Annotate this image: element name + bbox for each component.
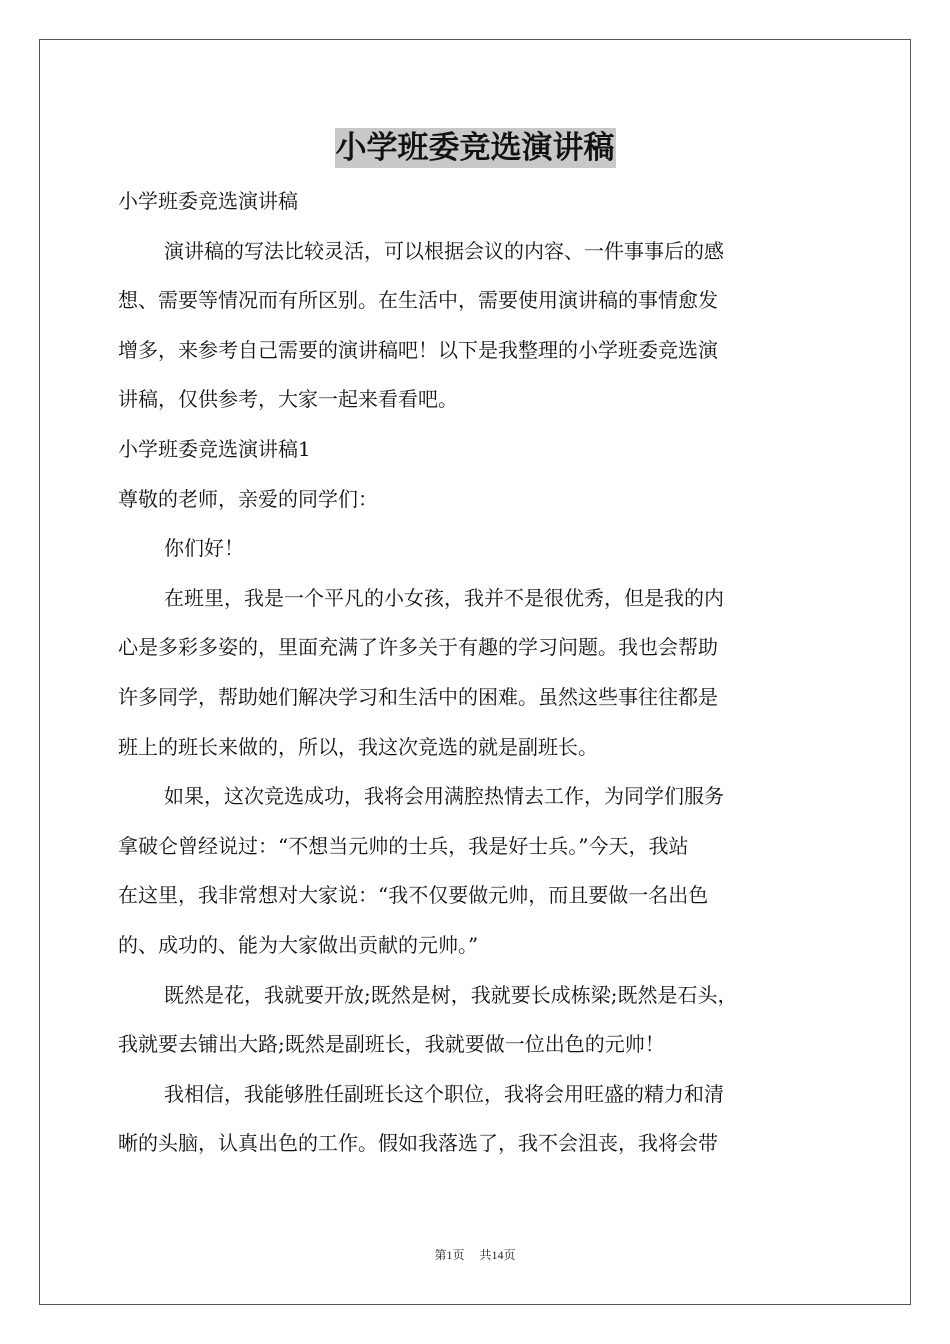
title-container	[0, 128, 950, 168]
text-line: 在这里，我非常想对大家说：“我不仅要做元帅，而且要做一名出色	[118, 883, 709, 908]
text-line: 演讲稿的写法比较灵活，可以根据会议的内容、一件事事后的感	[164, 238, 724, 263]
text-line: 小学班委竞选演讲稿	[118, 189, 298, 213]
text-line: 如果，这次竞选成功，我将会用满腔热情去工作，为同学们服务	[164, 784, 724, 809]
text-line: 我就要去铺出大路;既然是副班长，我就要做一位出色的元帅！	[118, 1032, 665, 1057]
text-line: 尊敬的老师，亲爱的同学们：	[118, 486, 378, 511]
text-line: 我相信，我能够胜任副班长这个职位，我将会用旺盛的精力和清	[164, 1081, 724, 1106]
text-line: 心是多彩多姿的，里面充满了许多关于有趣的学习问题。我也会帮助	[118, 635, 718, 660]
text-line: 在班里，我是一个平凡的小女孩，我并不是很优秀，但是我的内	[164, 585, 724, 610]
text-line: 讲稿，仅供参考，大家一起来看看吧。	[118, 387, 458, 412]
text-line: 既然是花，我就要开放;既然是树，我就要长成栋梁;既然是石头，	[164, 982, 738, 1007]
text-line: 想、需要等情况而有所区别。在生活中，需要使用演讲稿的事情愈发	[118, 288, 718, 313]
document-body	[118, 177, 838, 1169]
page-total: 共14页	[479, 1248, 516, 1262]
page-footer	[0, 1246, 950, 1263]
page-number: 第1页	[434, 1248, 465, 1262]
text-line: 增多，来参考自己需要的演讲稿吧！以下是我整理的小学班委竞选演	[118, 337, 718, 362]
text-line: 你们好！	[164, 536, 244, 561]
text-line: 许多同学，帮助她们解决学习和生活中的困难。虽然这些事往往都是	[118, 684, 718, 709]
text-line: 晰的头脑，认真出色的工作。假如我落选了，我不会沮丧，我将会带	[118, 1131, 718, 1156]
text-line: 的、成功的、能为大家做出贡献的元帅。”	[118, 932, 479, 957]
text-line: 小学班委竞选演讲稿1	[118, 436, 311, 461]
document-title: 小学班委竞选演讲稿	[335, 130, 615, 166]
text-line: 拿破仑曾经说过：“不想当元帅的士兵，我是好士兵。”今天，我站	[118, 833, 689, 858]
text-line: 班上的班长来做的，所以，我这次竞选的就是副班长。	[118, 734, 598, 759]
